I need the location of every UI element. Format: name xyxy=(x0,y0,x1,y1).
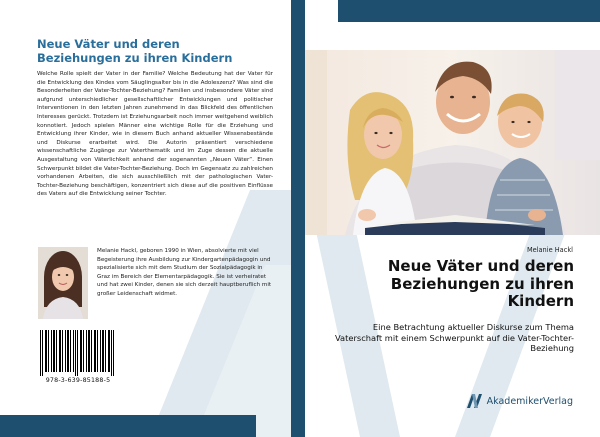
front-author-name: Melanie Hackl xyxy=(526,246,573,254)
book-spine xyxy=(291,0,305,437)
back-cover-title: Neue Väter und deren Beziehungen zu ihren Kindern xyxy=(37,37,233,65)
front-cover-subtitle: Eine Betrachtung aktueller Diskurse zum Thema Vaterschaft mit einem Schwerpunkt auf die Vater-Tochter-Beziehung xyxy=(335,322,574,354)
publisher-name xyxy=(487,396,573,407)
front-top-band xyxy=(338,0,600,22)
front-cover-title: Neue Väter und deren Beziehungen zu ihren Kindern xyxy=(387,257,574,310)
av-mark-icon xyxy=(467,394,484,408)
publisher-name-part2: Verlag xyxy=(542,395,573,407)
back-cover-blurb: Welche Rolle spielt der Vater in der Familie? Welche Bedeutung hat der Vater für die Entwicklung des Kindes vom Säuglingsalter bis in die Adoleszenz? Was sind die Besonderheiten der Vater-Tochter-Beziehung? Familien und insbesondere Väter sind aufgrund unterschiedlicher gesellschaftlicher Entwicklungen und politischer Interventionen in den letzten Jahren zunehmend in das Blickfeld des öffentlichen Interesses gerückt. Trotzdem ist Erziehungsarbeit noch immer weitgehend weiblich konnotiert. Jedoch spielen Männer eine wichtige Rolle für die Erziehung und Entwicklung ihrer Kinder, wie in diesem Buch anhand aktueller Wissensbestände und Diskurse erarbeitet wird. Die Autorin präsentiert verschiedene wissenschaftliche Zugänge zur Vaterthematik und im Zuge dessen die aktuelle Ausgestaltung von Väterlichkeit anhand der sogenannten „Neuen Väter“. Einen Schwerpunkt bildet die Vater-Tochter-Beziehung. Doch im Gegensatz zu zahlreichen vorhandenen Arbeiten, die sich ausschließlich mit der pathologischen Vater-Tochter-Beziehung beschäftigen, konzentriert sich diese auf die positiven Einflüsse des Vaters auf die Entwicklung seiner Tochter. xyxy=(37,71,273,198)
back-cover xyxy=(0,0,291,437)
isbn-barcode xyxy=(38,330,116,376)
publisher-name-part1: Akademiker xyxy=(486,395,543,407)
back-bottom-band xyxy=(0,415,256,437)
author-photo xyxy=(38,247,88,319)
publisher-logo xyxy=(467,393,573,409)
front-cover xyxy=(305,0,600,437)
cover-photo xyxy=(305,50,600,235)
author-bio: Melanie Hackl, geboren 1990 in Wien, absolvierte mit viel Begeisterung ihre Ausbildung zur Kindergartenpädagogin und spezialisierte sich mit dem Studium der Sozialpädagogik in Graz im Bereich der Elementarpädagogik. Sie ist verheiratet und hat zwei Kinder, denen sie sich derzeit hauptberuflich mit großer Leidenschaft widmet. xyxy=(97,248,272,297)
isbn-number: 978-3-639-85188-5 xyxy=(45,377,111,384)
